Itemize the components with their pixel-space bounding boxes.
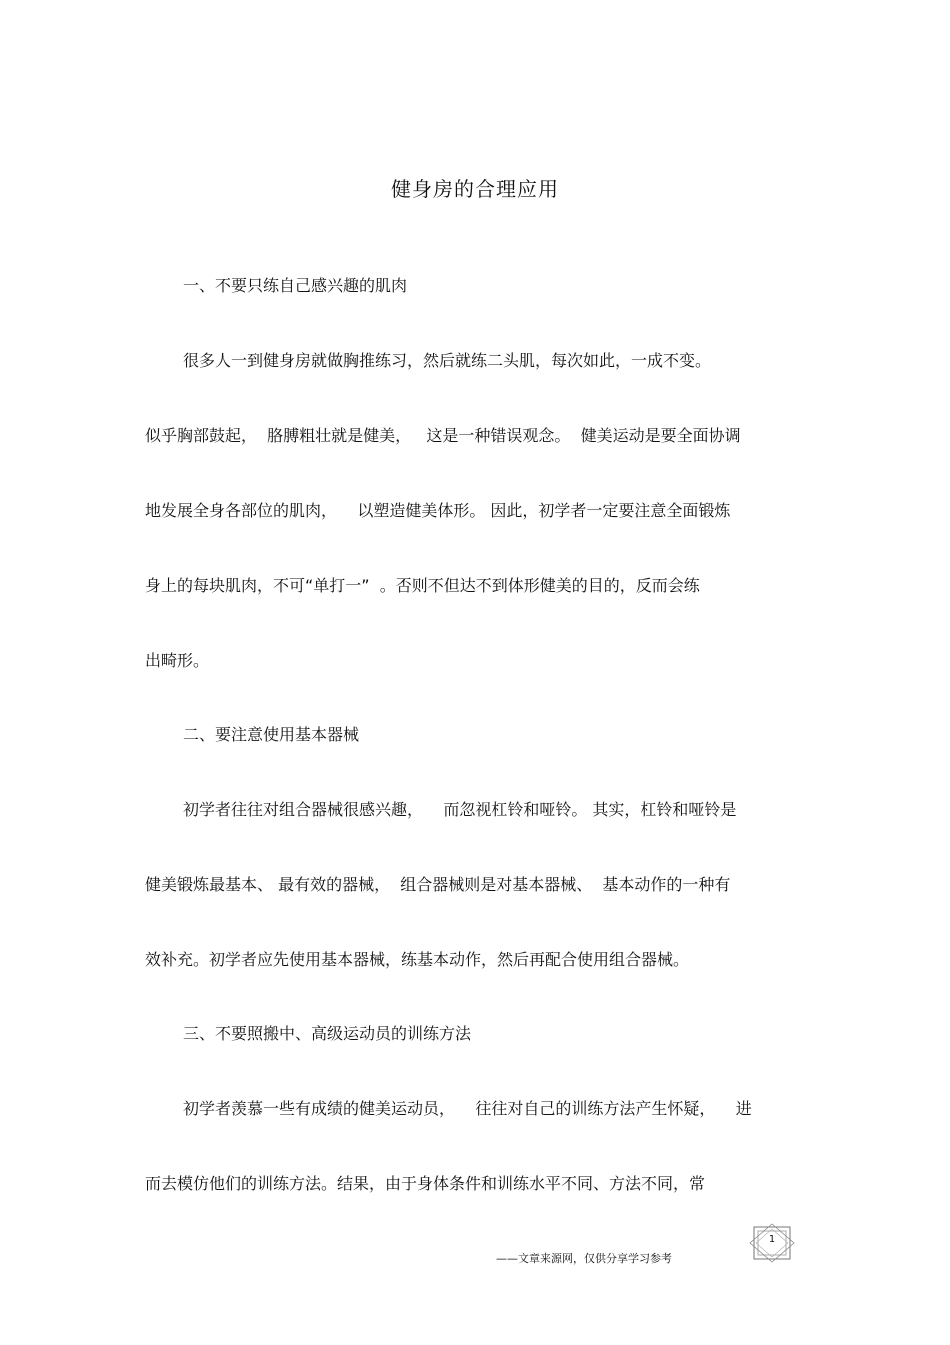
footer-note: ——文章来源网，仅供分享学习参考 [496,1252,672,1265]
section-heading-2: 二、要注意使用基本器械 [183,725,360,744]
paragraph-line: 似乎胸部鼓起， 胳膊粗壮就是健美， 这是一种错误观念。 健美运动是要全面协调 [145,426,741,445]
section-heading-1: 一、不要只练自己感兴趣的肌肉 [183,276,408,295]
paragraph-line: 地发展全身各部位的肌肉， 以塑造健美体形。 因此，初学者一定要注意全面锻炼 [145,501,731,520]
paragraph-line: 健美锻炼最基本、 最有效的器械， 组合器械则是对基本器械、 基本动作的一种有 [145,875,731,894]
paragraph-line: 很多人一到健身房就做胸推练习，然后就练二头肌，每次如此，一成不变。 [183,351,712,370]
paragraph-line: 身上的每块肌肉，不可“单打一” 。否则不但达不到体形健美的目的，反而会练 [145,576,700,595]
paragraph-line: 初学者往往对组合器械很感兴趣， 而忽视杠铃和哑铃。 其实，杠铃和哑铃是 [183,800,737,819]
page-number: 1 [768,1234,776,1245]
paragraph-line: 出畸形。 [145,651,210,670]
section-heading-3: 三、不要照搬中、高级运动员的训练方法 [183,1024,472,1043]
paragraph-line: 而去模仿他们的训练方法。结果，由于身体条件和训练水平不同、方法不同，常 [145,1174,706,1193]
document-title: 健身房的合理应用 [391,177,559,201]
paragraph-line: 初学者羡慕一些有成绩的健美运动员， 往往对自己的训练方法产生怀疑， 进 [183,1099,752,1118]
paragraph-line: 效补充。初学者应先使用基本器械，练基本动作，然后再配合使用组合器械。 [145,950,690,969]
